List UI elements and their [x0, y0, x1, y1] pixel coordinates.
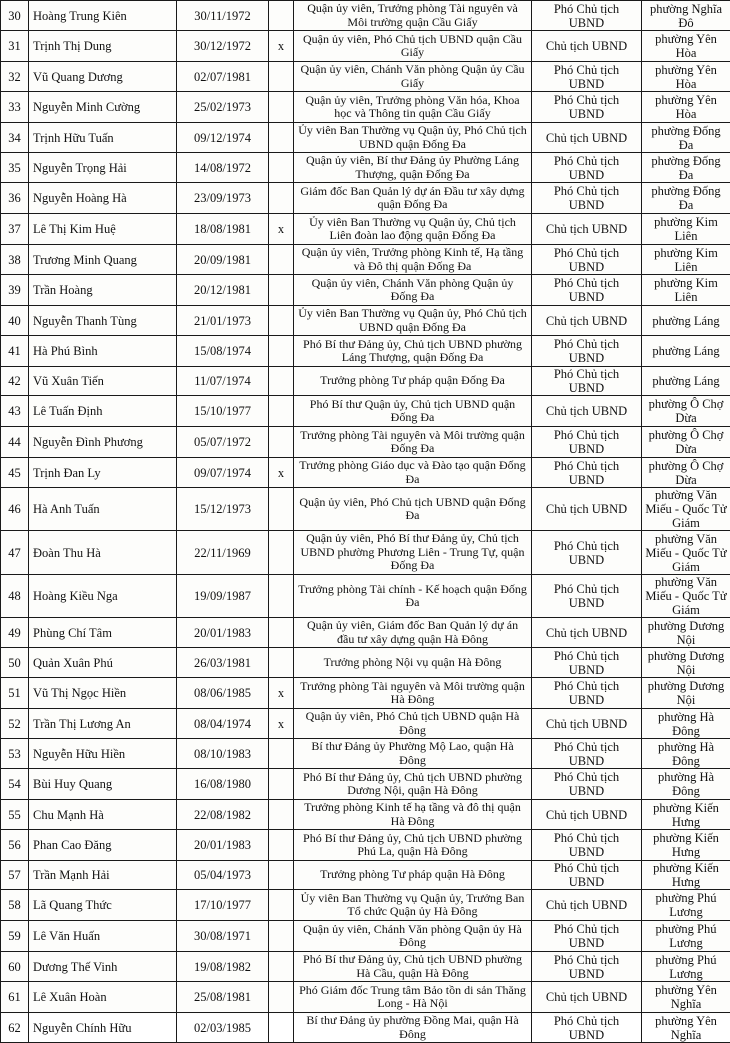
cell-stt: 56 [1, 830, 29, 861]
cell-dob: 02/07/1981 [177, 62, 269, 92]
cell-position: Trưởng phòng Tư pháp quận Đống Đa [294, 367, 532, 396]
cell-dob: 22/11/1969 [177, 531, 269, 575]
cell-dob: 25/08/1981 [177, 982, 269, 1013]
table-row [1, 275, 730, 306]
cell-position: Giám đốc Ban Quản lý dự án Đầu tư xây dựng quận Đống Đa [294, 183, 532, 214]
cell-ward: phường Kiến Hưng [642, 861, 730, 890]
cell-stt: 38 [1, 245, 29, 275]
cell-position: Ủy viên Ban Thường vụ Quận ủy, Chủ tịch Liên đoàn lao động quận Đống Đa [294, 214, 532, 245]
cell-female-mark [269, 306, 294, 336]
cell-name: Nguyễn Thanh Tùng [29, 306, 177, 336]
cell-role: Phó Chủ tịch UBND [532, 367, 642, 396]
cell-dob: 26/03/1981 [177, 648, 269, 678]
table-row [1, 396, 730, 427]
table-row [1, 183, 730, 214]
cell-dob: 15/12/1973 [177, 488, 269, 531]
cell-name: Bùi Huy Quang [29, 769, 177, 800]
cell-name: Trương Minh Quang [29, 245, 177, 275]
cell-role: Phó Chủ tịch UBND [532, 245, 642, 275]
cell-role: Phó Chủ tịch UBND [532, 427, 642, 458]
cell-stt: 34 [1, 123, 29, 153]
cell-ward: phường Yên Nghĩa [642, 982, 730, 1013]
cell-dob: 05/04/1973 [177, 861, 269, 890]
cell-position: Phó Bí thư Đảng ủy, Chủ tịch UBND phường Hà Cầu, quận Hà Đông [294, 952, 532, 982]
cell-ward: phường Ô Chợ Dừa [642, 396, 730, 427]
cell-role: Phó Chủ tịch UBND [532, 830, 642, 861]
cell-name: Quản Xuân Phú [29, 648, 177, 678]
cell-position: Bí thư Đảng ủy Phường Mộ Lao, quận Hà Đông [294, 739, 532, 769]
cell-female-mark [269, 800, 294, 830]
cell-dob: 20/01/1983 [177, 618, 269, 648]
cell-stt: 53 [1, 739, 29, 769]
cell-female-mark [269, 1, 294, 31]
cell-female-mark [269, 531, 294, 575]
cell-name: Nguyễn Minh Cường [29, 92, 177, 123]
cell-role: Phó Chủ tịch UBND [532, 739, 642, 769]
cell-ward: phường Ô Chợ Dừa [642, 427, 730, 458]
cell-role: Phó Chủ tịch UBND [532, 769, 642, 800]
cell-name: Hoàng Kiều Nga [29, 575, 177, 618]
cell-name: Nguyễn Đình Phương [29, 427, 177, 458]
cell-name: Trần Thị Lương An [29, 709, 177, 739]
cell-female-mark [269, 739, 294, 769]
table-row [1, 458, 730, 488]
cell-role: Chủ tịch UBND [532, 618, 642, 648]
cell-position: Phó Bí thư Quận ủy, Chủ tịch UBND quận Đống Đa [294, 396, 532, 427]
cell-stt: 57 [1, 861, 29, 890]
cell-dob: 16/08/1980 [177, 769, 269, 800]
cell-stt: 54 [1, 769, 29, 800]
cell-dob: 19/09/1987 [177, 575, 269, 618]
cell-female-mark [269, 153, 294, 183]
cell-name: Trịnh Thị Dung [29, 31, 177, 62]
cell-role: Chủ tịch UBND [532, 123, 642, 153]
cell-role: Phó Chủ tịch UBND [532, 678, 642, 709]
cell-stt: 37 [1, 214, 29, 245]
table-row [1, 214, 730, 245]
cell-female-mark [269, 648, 294, 678]
cell-role: Phó Chủ tịch UBND [532, 921, 642, 952]
cell-female-mark [269, 921, 294, 952]
table-row [1, 427, 730, 458]
cell-ward: phường Yên Nghĩa [642, 1013, 730, 1043]
cell-stt: 36 [1, 183, 29, 214]
cell-female-mark [269, 1013, 294, 1043]
cell-role: Phó Chủ tịch UBND [532, 1, 642, 31]
cell-position: Ủy viên Ban Thường vụ Quận ủy, Phó Chủ tịch UBND quận Đống Đa [294, 123, 532, 153]
cell-dob: 19/08/1982 [177, 952, 269, 982]
cell-role: Phó Chủ tịch UBND [532, 531, 642, 575]
cell-dob: 21/01/1973 [177, 306, 269, 336]
table-row [1, 861, 730, 890]
cell-stt: 51 [1, 678, 29, 709]
cell-dob: 25/02/1973 [177, 92, 269, 123]
cell-ward: phường Văn Miếu - Quốc Tử Giám [642, 575, 730, 618]
cell-name: Vũ Quang Dương [29, 62, 177, 92]
cell-role: Phó Chủ tịch UBND [532, 952, 642, 982]
cell-female-mark [269, 427, 294, 458]
cell-stt: 55 [1, 800, 29, 830]
cell-name: Phùng Chí Tâm [29, 618, 177, 648]
cell-dob: 20/12/1981 [177, 275, 269, 306]
cell-ward: phường Yên Hòa [642, 62, 730, 92]
cell-role: Chủ tịch UBND [532, 306, 642, 336]
cell-role: Phó Chủ tịch UBND [532, 62, 642, 92]
table-row [1, 306, 730, 336]
cell-stt: 43 [1, 396, 29, 427]
cell-ward: phường Dương Nội [642, 678, 730, 709]
table-row [1, 62, 730, 92]
cell-role: Phó Chủ tịch UBND [532, 458, 642, 488]
cell-position: Phó Giám đốc Trung tâm Bảo tồn di sản Thăng Long - Hà Nội [294, 982, 532, 1013]
cell-dob: 15/10/1977 [177, 396, 269, 427]
table-row [1, 488, 730, 531]
cell-name: Hà Phú Bình [29, 336, 177, 367]
cell-stt: 42 [1, 367, 29, 396]
cell-ward: phường Ô Chợ Dừa [642, 458, 730, 488]
cell-female-mark [269, 92, 294, 123]
cell-ward: phường Phú Lương [642, 890, 730, 921]
cell-ward: phường Hà Đông [642, 769, 730, 800]
cell-position: Quận ủy viên, Trưởng phòng Tài nguyên và Môi trường quận Cầu Giấy [294, 1, 532, 31]
table-row [1, 153, 730, 183]
table-row [1, 769, 730, 800]
table-row [1, 575, 730, 618]
cell-name: Phan Cao Đăng [29, 830, 177, 861]
cell-stt: 33 [1, 92, 29, 123]
cell-name: Lã Quang Thức [29, 890, 177, 921]
cell-dob: 17/10/1977 [177, 890, 269, 921]
cell-position: Quận ủy viên, Phó Bí thư Đảng ủy, Chủ tịch UBND phường Phương Liên - Trung Tự, quận Đống Đa [294, 531, 532, 575]
cell-ward: phường Đống Đa [642, 123, 730, 153]
cell-position: Phó Bí thư Đảng ủy, Chủ tịch UBND phường Dương Nội, quận Hà Đông [294, 769, 532, 800]
cell-stt: 40 [1, 306, 29, 336]
table-row [1, 618, 730, 648]
cell-ward: phường Kim Liên [642, 245, 730, 275]
cell-female-mark [269, 575, 294, 618]
table-row [1, 92, 730, 123]
cell-dob: 08/04/1974 [177, 709, 269, 739]
cell-position: Quận ủy viên, Bí thư Đảng ủy Phường Láng Thượng, quận Đống Đa [294, 153, 532, 183]
cell-ward: phường Nghĩa Đô [642, 1, 730, 31]
cell-dob: 20/09/1981 [177, 245, 269, 275]
cell-stt: 50 [1, 648, 29, 678]
cell-name: Dương Thế Vinh [29, 952, 177, 982]
cell-role: Chủ tịch UBND [532, 214, 642, 245]
cell-stt: 44 [1, 427, 29, 458]
cell-female-mark [269, 769, 294, 800]
cell-stt: 35 [1, 153, 29, 183]
cell-name: Lê Văn Huấn [29, 921, 177, 952]
cell-female-mark [269, 62, 294, 92]
cell-female-mark: x [269, 709, 294, 739]
cell-name: Nguyễn Trọng Hải [29, 153, 177, 183]
table-row [1, 921, 730, 952]
cell-name: Trần Mạnh Hải [29, 861, 177, 890]
cell-female-mark [269, 890, 294, 921]
cell-stt: 61 [1, 982, 29, 1013]
cell-stt: 59 [1, 921, 29, 952]
cell-female-mark [269, 183, 294, 214]
cell-female-mark [269, 952, 294, 982]
cell-role: Phó Chủ tịch UBND [532, 575, 642, 618]
cell-stt: 49 [1, 618, 29, 648]
cell-role: Phó Chủ tịch UBND [532, 648, 642, 678]
cell-dob: 23/09/1973 [177, 183, 269, 214]
cell-role: Chủ tịch UBND [532, 890, 642, 921]
table-row [1, 336, 730, 367]
cell-position: Quận ủy viên, Trưởng phòng Văn hóa, Khoa học và Thông tin quận Cầu Giấy [294, 92, 532, 123]
cell-name: Đoàn Thu Hà [29, 531, 177, 575]
table-row [1, 739, 730, 769]
table-row [1, 245, 730, 275]
table-row [1, 830, 730, 861]
cell-position: Trưởng phòng Tài nguyên và Môi trường quận Đống Đa [294, 427, 532, 458]
cell-role: Chủ tịch UBND [532, 800, 642, 830]
cell-dob: 05/07/1972 [177, 427, 269, 458]
cell-position: Quận ủy viên, Chánh Văn phòng Quận ủy Hà Đông [294, 921, 532, 952]
cell-dob: 18/08/1981 [177, 214, 269, 245]
cell-ward: phường Láng [642, 306, 730, 336]
cell-role: Phó Chủ tịch UBND [532, 1013, 642, 1043]
cell-position: Quận ủy viên, Chánh Văn phòng Quận ủy Cầu Giấy [294, 62, 532, 92]
cell-position: Quận ủy viên, Phó Chủ tịch UBND quận Hà Đông [294, 709, 532, 739]
cell-dob: 02/03/1985 [177, 1013, 269, 1043]
cell-ward: phường Dương Nội [642, 648, 730, 678]
cell-name: Lê Thị Kim Huệ [29, 214, 177, 245]
cell-ward: phường Văn Miếu - Quốc Tử Giám [642, 531, 730, 575]
cell-ward: phường Kim Liên [642, 214, 730, 245]
cell-stt: 48 [1, 575, 29, 618]
cell-role: Phó Chủ tịch UBND [532, 153, 642, 183]
cell-dob: 30/11/1972 [177, 1, 269, 31]
cell-role: Phó Chủ tịch UBND [532, 861, 642, 890]
cell-stt: 52 [1, 709, 29, 739]
table-row [1, 952, 730, 982]
cell-ward: phường Dương Nội [642, 618, 730, 648]
cell-female-mark [269, 830, 294, 861]
cell-name: Nguyễn Chính Hữu [29, 1013, 177, 1043]
cell-female-mark: x [269, 458, 294, 488]
cell-ward: phường Phú Lương [642, 921, 730, 952]
cell-ward: phường Văn Miếu - Quốc Tử Giám [642, 488, 730, 531]
cell-position: Ủy viên Ban Thường vụ Quận ủy, Phó Chủ tịch UBND quận Đống Đa [294, 306, 532, 336]
cell-dob: 30/12/1972 [177, 31, 269, 62]
cell-ward: phường Phú Lương [642, 952, 730, 982]
cell-stt: 47 [1, 531, 29, 575]
cell-position: Trưởng phòng Nội vụ quận Hà Đông [294, 648, 532, 678]
table-row [1, 982, 730, 1013]
cell-name: Trịnh Hữu Tuấn [29, 123, 177, 153]
cell-female-mark [269, 396, 294, 427]
cell-role: Chủ tịch UBND [532, 488, 642, 531]
cell-name: Hoàng Trung Kiên [29, 1, 177, 31]
cell-stt: 45 [1, 458, 29, 488]
cell-position: Ủy viên Ban Thường vụ Quận ủy, Trưởng Ban Tổ chức Quận ủy Hà Đông [294, 890, 532, 921]
table-row [1, 367, 730, 396]
table-row [1, 123, 730, 153]
cell-role: Chủ tịch UBND [532, 31, 642, 62]
cell-role: Chủ tịch UBND [532, 396, 642, 427]
cell-position: Phó Bí thư Đảng ủy, Chủ tịch UBND phường Láng Thượng, quận Đống Đa [294, 336, 532, 367]
cell-role: Chủ tịch UBND [532, 709, 642, 739]
cell-dob: 22/08/1982 [177, 800, 269, 830]
cell-stt: 31 [1, 31, 29, 62]
cell-dob: 15/08/1974 [177, 336, 269, 367]
table-row [1, 648, 730, 678]
cell-name: Trần Hoàng [29, 275, 177, 306]
cell-female-mark [269, 982, 294, 1013]
cell-position: Trưởng phòng Tài nguyên và Môi trường quận Hà Đông [294, 678, 532, 709]
table-row [1, 709, 730, 739]
cell-dob: 09/07/1974 [177, 458, 269, 488]
cell-position: Bí thư Đảng ủy phường Đồng Mai, quận Hà Đông [294, 1013, 532, 1043]
cell-stt: 58 [1, 890, 29, 921]
cell-position: Quận ủy viên, Trưởng phòng Kinh tế, Hạ tầng và Đô thị quận Đống Đa [294, 245, 532, 275]
cell-name: Vũ Thị Ngọc Hiền [29, 678, 177, 709]
cell-female-mark [269, 618, 294, 648]
cell-female-mark [269, 488, 294, 531]
cell-dob: 11/07/1974 [177, 367, 269, 396]
cell-position: Trưởng phòng Tư pháp quận Hà Đông [294, 861, 532, 890]
cell-female-mark: x [269, 31, 294, 62]
cell-female-mark [269, 275, 294, 306]
cell-ward: phường Yên Hòa [642, 31, 730, 62]
table-row [1, 1, 730, 31]
cell-ward: phường Láng [642, 336, 730, 367]
cell-female-mark [269, 861, 294, 890]
cell-ward: phường Hà Đông [642, 739, 730, 769]
cell-role: Phó Chủ tịch UBND [532, 183, 642, 214]
cell-position: Trưởng phòng Kinh tế hạ tầng và đô thị quận Hà Đông [294, 800, 532, 830]
cell-position: Quận ủy viên, Phó Chủ tịch UBND quận Đống Đa [294, 488, 532, 531]
cell-position: Quận ủy viên, Chánh Văn phòng Quận ủy Đống Đa [294, 275, 532, 306]
cell-female-mark [269, 123, 294, 153]
cell-dob: 08/06/1985 [177, 678, 269, 709]
table-row [1, 800, 730, 830]
cell-stt: 62 [1, 1013, 29, 1043]
table-row [1, 531, 730, 575]
cell-name: Nguyễn Hữu Hiền [29, 739, 177, 769]
cell-ward: phường Đống Đa [642, 183, 730, 214]
cell-name: Lê Tuấn Định [29, 396, 177, 427]
cell-ward: phường Láng [642, 367, 730, 396]
table-row [1, 678, 730, 709]
cell-role: Phó Chủ tịch UBND [532, 275, 642, 306]
cell-ward: phường Đống Đa [642, 153, 730, 183]
cell-stt: 30 [1, 1, 29, 31]
cell-female-mark [269, 336, 294, 367]
cell-name: Hà Anh Tuấn [29, 488, 177, 531]
cell-female-mark: x [269, 214, 294, 245]
cell-ward: phường Kiến Hưng [642, 830, 730, 861]
cell-role: Phó Chủ tịch UBND [532, 92, 642, 123]
cell-role: Phó Chủ tịch UBND [532, 336, 642, 367]
cell-ward: phường Kiến Hưng [642, 800, 730, 830]
table-row [1, 31, 730, 62]
table-body [1, 1, 730, 1043]
cell-position: Phó Bí thư Đảng ủy, Chủ tịch UBND phường Phú La, quận Hà Đông [294, 830, 532, 861]
cell-stt: 32 [1, 62, 29, 92]
cell-stt: 41 [1, 336, 29, 367]
cell-female-mark [269, 367, 294, 396]
cell-dob: 09/12/1974 [177, 123, 269, 153]
cell-position: Quận ủy viên, Phó Chủ tịch UBND quận Cầu Giấy [294, 31, 532, 62]
cell-stt: 46 [1, 488, 29, 531]
cell-position: Trưởng phòng Giáo dục và Đào tạo quận Đống Đa [294, 458, 532, 488]
cell-dob: 20/01/1983 [177, 830, 269, 861]
cell-dob: 14/08/1972 [177, 153, 269, 183]
cell-position: Quận ủy viên, Giám đốc Ban Quản lý dự án đầu tư xây dựng quận Hà Đông [294, 618, 532, 648]
cell-name: Nguyễn Hoàng Hà [29, 183, 177, 214]
cell-ward: phường Kim Liên [642, 275, 730, 306]
cell-stt: 60 [1, 952, 29, 982]
cell-name: Trịnh Đan Ly [29, 458, 177, 488]
cell-stt: 39 [1, 275, 29, 306]
table-row [1, 1013, 730, 1043]
cell-name: Vũ Xuân Tiến [29, 367, 177, 396]
cell-position: Trưởng phòng Tài chính - Kế hoạch quận Đống Đa [294, 575, 532, 618]
cell-dob: 30/08/1971 [177, 921, 269, 952]
cell-role: Chủ tịch UBND [532, 982, 642, 1013]
cell-dob: 08/10/1983 [177, 739, 269, 769]
cell-female-mark [269, 245, 294, 275]
cell-name: Chu Mạnh Hà [29, 800, 177, 830]
cell-ward: phường Yên Hòa [642, 92, 730, 123]
table-row [1, 890, 730, 921]
cell-name: Lê Xuân Hoàn [29, 982, 177, 1013]
cell-ward: phường Hà Đông [642, 709, 730, 739]
cell-female-mark: x [269, 678, 294, 709]
